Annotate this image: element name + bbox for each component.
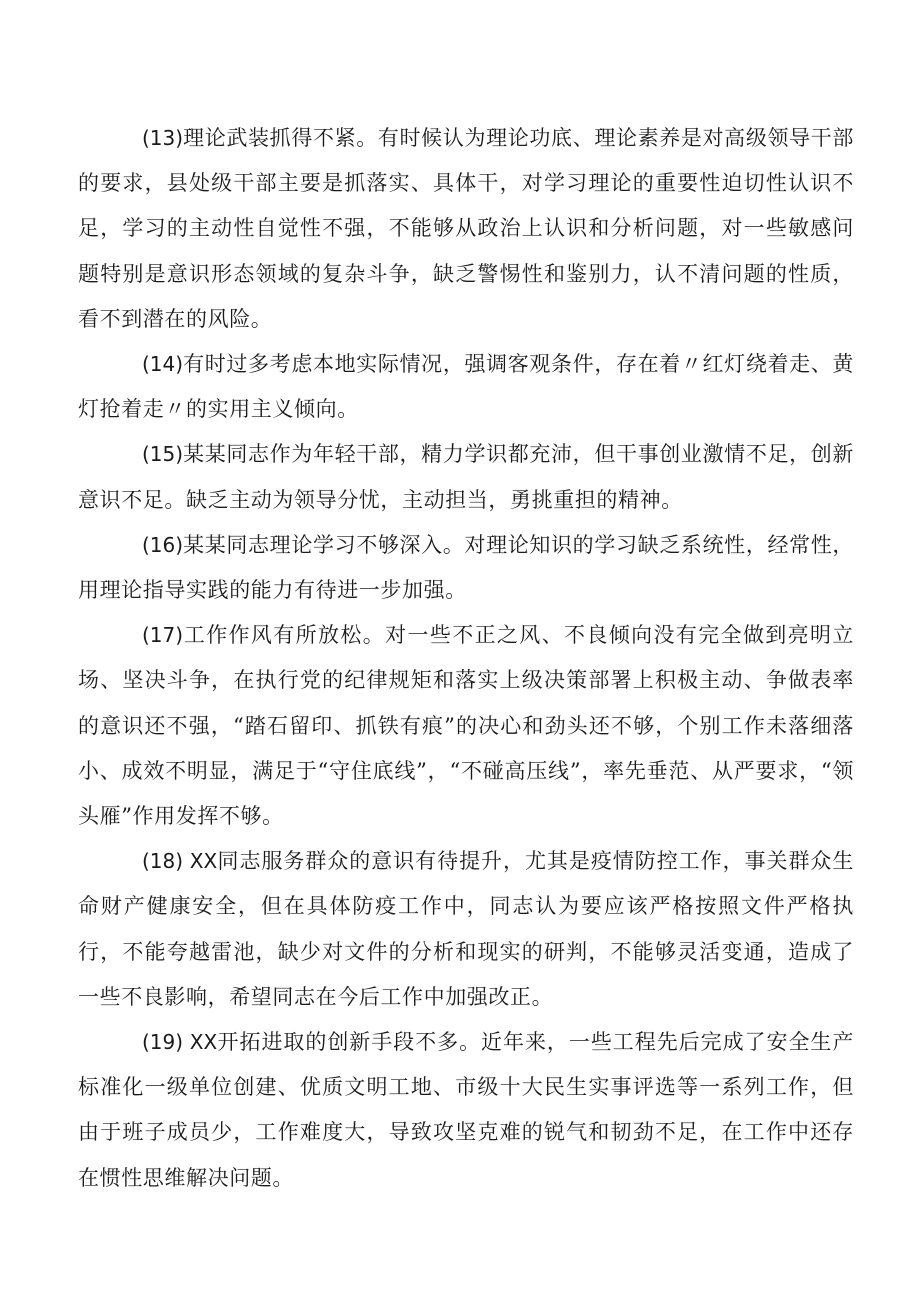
- paragraph-text: 开拓进取的创新手段不多。近年来，一些工程先后完成了安全生产标准化一级单位创建、优质文明工地、市级十大民生实事评选等一系列工作，但由于班子成员少，工作难度大，导致攻坚克难的锐气和韧劲不足，在工作中还存在惯性思维解决问题。: [78, 1030, 854, 1190]
- paragraph-number: (14): [142, 352, 184, 377]
- paragraph-17: [78, 613, 854, 839]
- paragraph-14: [78, 342, 854, 432]
- paragraph-text: 有时过多考虑本地实际情况，强调客观条件，存在着〃红灯绕着走、黄灯抢着走〃的实用主义倾向。: [78, 352, 854, 422]
- paragraph-text: 同志服务群众的意识有待提升，尤其是疫情防控工作，事关群众生命财产健康安全，但在具体防疫工作中，同志认为要应该严格按照文件严格执行，不能夸越雷池，缺少对文件的分析和现实的研判，不能够灵活变通，造成了一些不良影响，希望同志在今后工作中加强改正。: [78, 849, 854, 1009]
- paragraph-number: (17): [142, 623, 184, 648]
- paragraph-13: [78, 116, 854, 342]
- paragraph-text: 某某同志理论学习不够深入。对理论知识的学习缺乏系统性，经常性，用理论指导实践的能力有待进一步加强。: [78, 532, 854, 603]
- paragraph-18: [78, 839, 854, 1020]
- paragraph-text: 工作作风有所放松。对一些不正之风、不良倾向没有完全做到亮明立场、坚决斗争，在执行党的纪律规矩和落实上级决策部署上积极主动、争做表率的意识还不强，“踏石留印、抓铁有痕”的决心和劲头还不够，个别工作未落细落小、成效不明显，满足于“守住底线”，“不碰高压线”，率先垂范、从严要求，“领头雁”作用发挥不够。: [78, 623, 854, 829]
- document-body: [78, 116, 854, 1201]
- paragraph-15: [78, 432, 854, 522]
- paragraph-text: 理论武装抓得不紧。有时候认为理论功底、理论素养是对高级领导干部的要求，县处级干部主要是抓落实、具体干，对学习理论的重要性迫切性认识不足，学习的主动性自觉性不强，不能够从政治上认识和分析问题，对一些敏感问题特别是意识形态领域的复杂斗争，缺乏警惕性和鉴别力，认不清问题的性质，看不到潜在的风险。: [78, 126, 854, 331]
- paragraph-number: (18) XX: [142, 849, 218, 874]
- paragraph-text: 某某同志作为年轻干部，精力学识都充沛，但干事创业激情不足，创新意识不足。缺乏主动为领导分忧，主动担当，勇挑重担的精神。: [78, 442, 854, 512]
- paragraph-number: (13): [142, 126, 184, 150]
- paragraph-number: (15): [142, 442, 184, 467]
- paragraph-number: (16): [142, 532, 184, 557]
- paragraph-19: [78, 1020, 854, 1201]
- paragraph-16: [78, 523, 854, 613]
- paragraph-number: (19) XX: [142, 1030, 218, 1055]
